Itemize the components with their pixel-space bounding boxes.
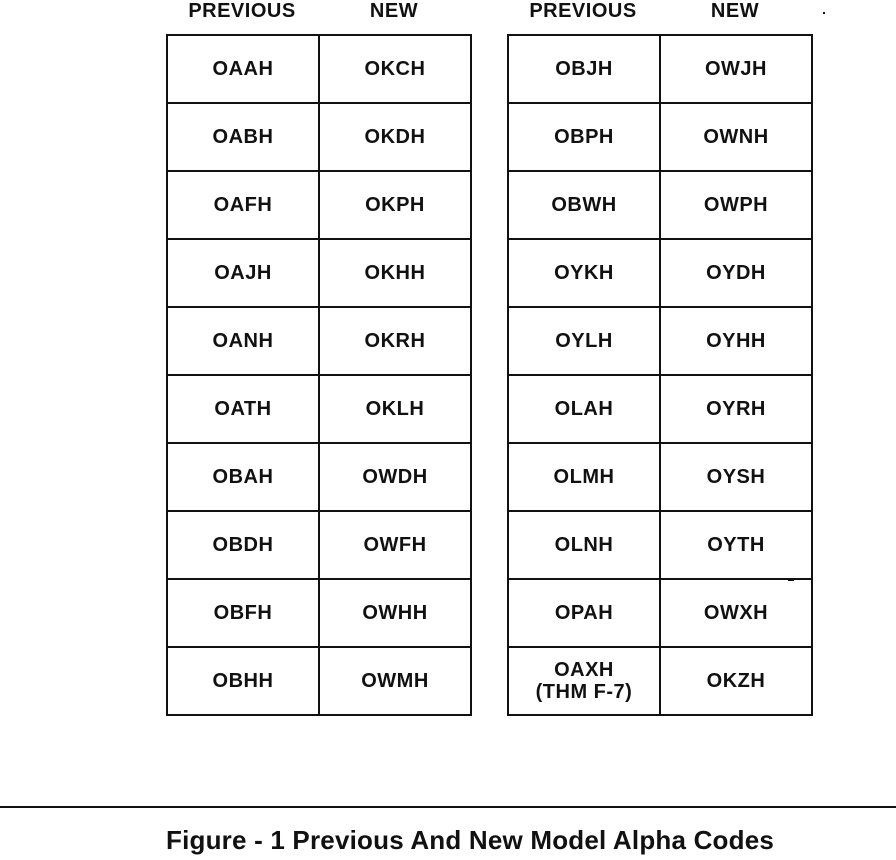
new-code: OWMH xyxy=(361,670,429,692)
new-code: OWDH xyxy=(362,466,428,488)
new-code-cell xyxy=(660,511,812,579)
new-code-cell xyxy=(319,443,471,511)
previous-code: OPAH xyxy=(554,602,614,624)
table-row xyxy=(508,375,812,443)
code-table-right xyxy=(507,0,815,703)
previous-code: OAFH xyxy=(213,194,273,216)
previous-code: OLMH xyxy=(553,466,615,488)
scan-speck xyxy=(788,580,794,581)
previous-code: OBDH xyxy=(212,534,274,556)
new-code-cell xyxy=(660,647,812,715)
previous-code-cell xyxy=(167,171,319,239)
new-code: OWJH xyxy=(705,58,767,80)
header-previous: PREVIOUS xyxy=(529,0,637,22)
new-code-cell xyxy=(660,171,812,239)
table-row xyxy=(167,511,471,579)
previous-code: OLNH xyxy=(554,534,614,556)
new-code: OYDH xyxy=(706,262,766,284)
previous-code-cell xyxy=(508,511,660,579)
table-row xyxy=(508,307,812,375)
previous-code: OABH xyxy=(212,126,274,148)
table-row xyxy=(167,35,471,103)
code-table-left xyxy=(166,0,474,692)
previous-code-cell xyxy=(508,239,660,307)
previous-code: OANH xyxy=(212,330,274,352)
previous-code: OBPH xyxy=(554,126,614,148)
previous-code-cell xyxy=(508,35,660,103)
new-code-cell xyxy=(319,647,471,715)
new-code: OYRH xyxy=(706,398,766,420)
previous-code: OBAH xyxy=(212,466,274,488)
previous-code: OBWH xyxy=(551,194,617,216)
previous-code-cell xyxy=(167,35,319,103)
previous-code-cell xyxy=(167,443,319,511)
previous-code-cell xyxy=(167,239,319,307)
table-row xyxy=(167,103,471,171)
new-code: OYHH xyxy=(706,330,766,352)
table-row xyxy=(167,579,471,647)
previous-code-cell xyxy=(508,375,660,443)
table-row xyxy=(508,171,812,239)
caption-divider xyxy=(0,806,896,808)
scan-speck xyxy=(823,12,825,14)
new-code-cell xyxy=(660,375,812,443)
new-code: OWPH xyxy=(703,194,769,216)
previous-code: OATH xyxy=(214,398,272,420)
new-code: OWHH xyxy=(362,602,428,624)
codes-table xyxy=(507,34,813,716)
column-headers xyxy=(507,0,815,30)
new-code: OKHH xyxy=(364,262,426,284)
new-code-cell xyxy=(660,239,812,307)
header-new: NEW xyxy=(710,0,760,22)
new-code: OKCH xyxy=(364,58,426,80)
previous-code-cell xyxy=(508,171,660,239)
figure-caption: Figure - 1 Previous And New Model Alpha Codes xyxy=(166,825,775,855)
previous-code-cell xyxy=(508,307,660,375)
previous-code-note: (THM F-7) xyxy=(535,681,633,703)
previous-code: OBHH xyxy=(212,670,274,692)
previous-code-cell xyxy=(167,647,319,715)
header-new: NEW xyxy=(369,0,419,22)
table-row xyxy=(167,171,471,239)
new-code: OYSH xyxy=(706,466,766,488)
new-code: OKRH xyxy=(364,330,426,352)
column-headers xyxy=(166,0,474,30)
new-code: OWXH xyxy=(703,602,769,624)
previous-code-cell xyxy=(167,511,319,579)
table-row xyxy=(167,307,471,375)
new-code-cell xyxy=(660,443,812,511)
table-row xyxy=(167,443,471,511)
new-code: OKZH xyxy=(706,670,766,692)
previous-code: OBFH xyxy=(213,602,273,624)
new-code-cell xyxy=(660,307,812,375)
previous-code: OAAH xyxy=(212,58,274,80)
previous-code: OLAH xyxy=(554,398,614,420)
new-code-cell xyxy=(319,103,471,171)
table-row xyxy=(508,511,812,579)
new-code-cell xyxy=(660,35,812,103)
table-row xyxy=(167,647,471,715)
new-code-cell xyxy=(319,307,471,375)
previous-code: OYLH xyxy=(555,330,613,352)
previous-code-cell xyxy=(167,579,319,647)
table-row xyxy=(508,579,812,647)
previous-code: OBJH xyxy=(555,58,613,80)
new-code-cell xyxy=(660,103,812,171)
new-code: OYTH xyxy=(707,534,765,556)
new-code: OKDH xyxy=(364,126,426,148)
table-row xyxy=(167,375,471,443)
previous-code-cell xyxy=(167,375,319,443)
table-row xyxy=(167,239,471,307)
codes-table xyxy=(166,34,472,716)
previous-code-cell xyxy=(167,307,319,375)
new-code-cell xyxy=(319,511,471,579)
new-code-cell xyxy=(319,375,471,443)
new-code: OWNH xyxy=(703,126,769,148)
new-code-cell xyxy=(319,35,471,103)
new-code-cell xyxy=(319,579,471,647)
new-code-cell xyxy=(319,239,471,307)
previous-code-cell xyxy=(167,103,319,171)
previous-code-cell xyxy=(508,647,660,715)
previous-code: OAJH xyxy=(214,262,272,284)
previous-code: OYKH xyxy=(554,262,614,284)
header-previous: PREVIOUS xyxy=(188,0,296,22)
new-code-cell xyxy=(319,171,471,239)
previous-code-cell xyxy=(508,443,660,511)
table-row xyxy=(508,35,812,103)
previous-code: OAXH xyxy=(554,659,614,681)
new-code: OKPH xyxy=(365,194,425,216)
table-row xyxy=(508,443,812,511)
table-row xyxy=(508,647,812,715)
previous-code-cell xyxy=(508,579,660,647)
new-code-cell xyxy=(660,579,812,647)
table-row xyxy=(508,239,812,307)
previous-code-cell xyxy=(508,103,660,171)
new-code: OKLH xyxy=(365,398,425,420)
table-row xyxy=(508,103,812,171)
new-code: OWFH xyxy=(363,534,427,556)
